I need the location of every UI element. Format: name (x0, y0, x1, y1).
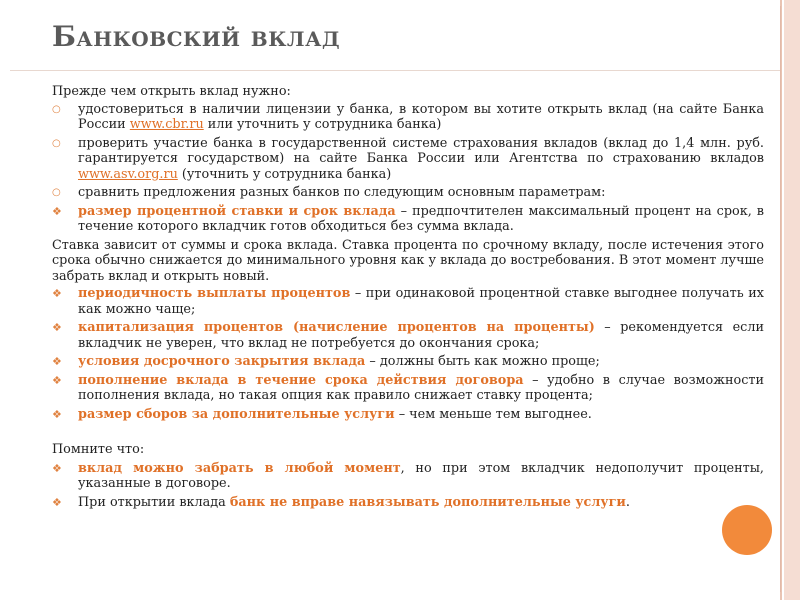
steps-list (52, 102, 764, 235)
list-item (52, 495, 764, 511)
param-text: – должны быть как можно проще; (365, 354, 600, 369)
list-item (52, 102, 764, 133)
param-highlight: размер процентной ставки и срок вклада (78, 203, 396, 219)
remember-highlight: банк не вправе навязывать дополнительные услуги (229, 494, 626, 510)
list-item (52, 461, 764, 492)
list-item (52, 354, 764, 370)
circle-bullet-icon: ○ (52, 187, 61, 198)
diamond-bullet-icon: ❖ (52, 287, 62, 300)
decorative-circle (722, 505, 772, 555)
param-highlight: капитализация процентов (начисление процентов на проценты) (78, 320, 595, 335)
param-text: – удобно в случае возможности пополнения вклада, но такая опция как правило снижает ставку процента; (78, 372, 764, 403)
diamond-bullet-icon: ❖ (52, 407, 62, 421)
param-text: – при одинаковой процентной ставке выгоднее получать их как можно чаще; (78, 286, 765, 317)
param-text: – чем меньше тем выгоднее. (394, 406, 592, 422)
diamond-bullet-icon: ❖ (52, 355, 62, 368)
param-text: – предпочтителен максимальный процент на срок, в течение которого вкладчик готов обходиться без сумма вклада. (78, 203, 765, 234)
remember-text: При открытии вклада (78, 494, 230, 510)
side-decor-band (784, 0, 800, 600)
remember-heading: Помните что: (52, 442, 145, 457)
params-list (52, 286, 764, 422)
slide-title: Банковский вклад (52, 20, 341, 53)
param-highlight: пополнение вклада в течение срока действия договора (78, 372, 524, 388)
diamond-bullet-icon: ❖ (52, 461, 62, 475)
list-item (52, 204, 764, 235)
title-divider (10, 70, 780, 71)
list-item (52, 286, 764, 317)
circle-bullet-icon: ○ (52, 103, 61, 115)
param-highlight: периодичность выплаты процентов (78, 286, 351, 301)
slide (10, 6, 781, 592)
list-item (52, 136, 764, 183)
diamond-bullet-icon: ❖ (52, 373, 62, 387)
list-item (52, 373, 764, 404)
remember-highlight: вклад можно забрать в любой момент (78, 460, 401, 476)
intro-text: Прежде чем открыть вклад нужно: (52, 84, 291, 99)
slide-content (52, 84, 764, 513)
diamond-bullet-icon: ❖ (52, 495, 62, 509)
param-text: – рекомендуется если вкладчик не уверен, что вклад не потребуется до окончания срока; (78, 320, 765, 351)
rate-note: Ставка зависит от суммы и срока вклада. Ставка процента по срочному вкладу, после истечения этого срока обычно снижается до минимального уровня как у вклада до востребования. В этот момент лучше забрать вклад и открыть новый. (52, 237, 764, 284)
remember-text: , но при этом вкладчик недополучит проценты, указанные в договоре. (78, 460, 764, 491)
step-text: удостовериться в наличии лицензии у банка, в котором вы хотите открыть вклад (на сайте Банка России (78, 101, 764, 132)
circle-bullet-icon: ○ (52, 137, 61, 149)
diamond-bullet-icon: ❖ (52, 321, 62, 334)
asv-link[interactable]: www.asv.org.ru (78, 166, 178, 182)
param-highlight: размер сборов за дополнительные услуги (78, 406, 395, 422)
remember-list (52, 461, 764, 511)
diamond-bullet-icon: ❖ (52, 204, 62, 218)
step-text: сравнить предложения разных банков по следующим основным параметрам: (78, 185, 606, 200)
step-text: (уточнить у сотрудника банка) (177, 166, 392, 182)
list-item (52, 320, 764, 351)
step-text: или уточнить у сотрудника банка) (203, 117, 442, 132)
param-highlight: условия досрочного закрытия вклада (78, 354, 366, 369)
step-text: проверить участие банка в государственной системе страхования вкладов (вклад до 1,4 млн. руб. гарантируется государством) на сайте Банка России или Агентства по страхованию вкладов (78, 135, 764, 166)
list-item (52, 407, 764, 423)
cbr-link[interactable]: www.cbr.ru (129, 117, 204, 132)
list-item (52, 185, 764, 201)
remember-text: . (625, 494, 630, 510)
